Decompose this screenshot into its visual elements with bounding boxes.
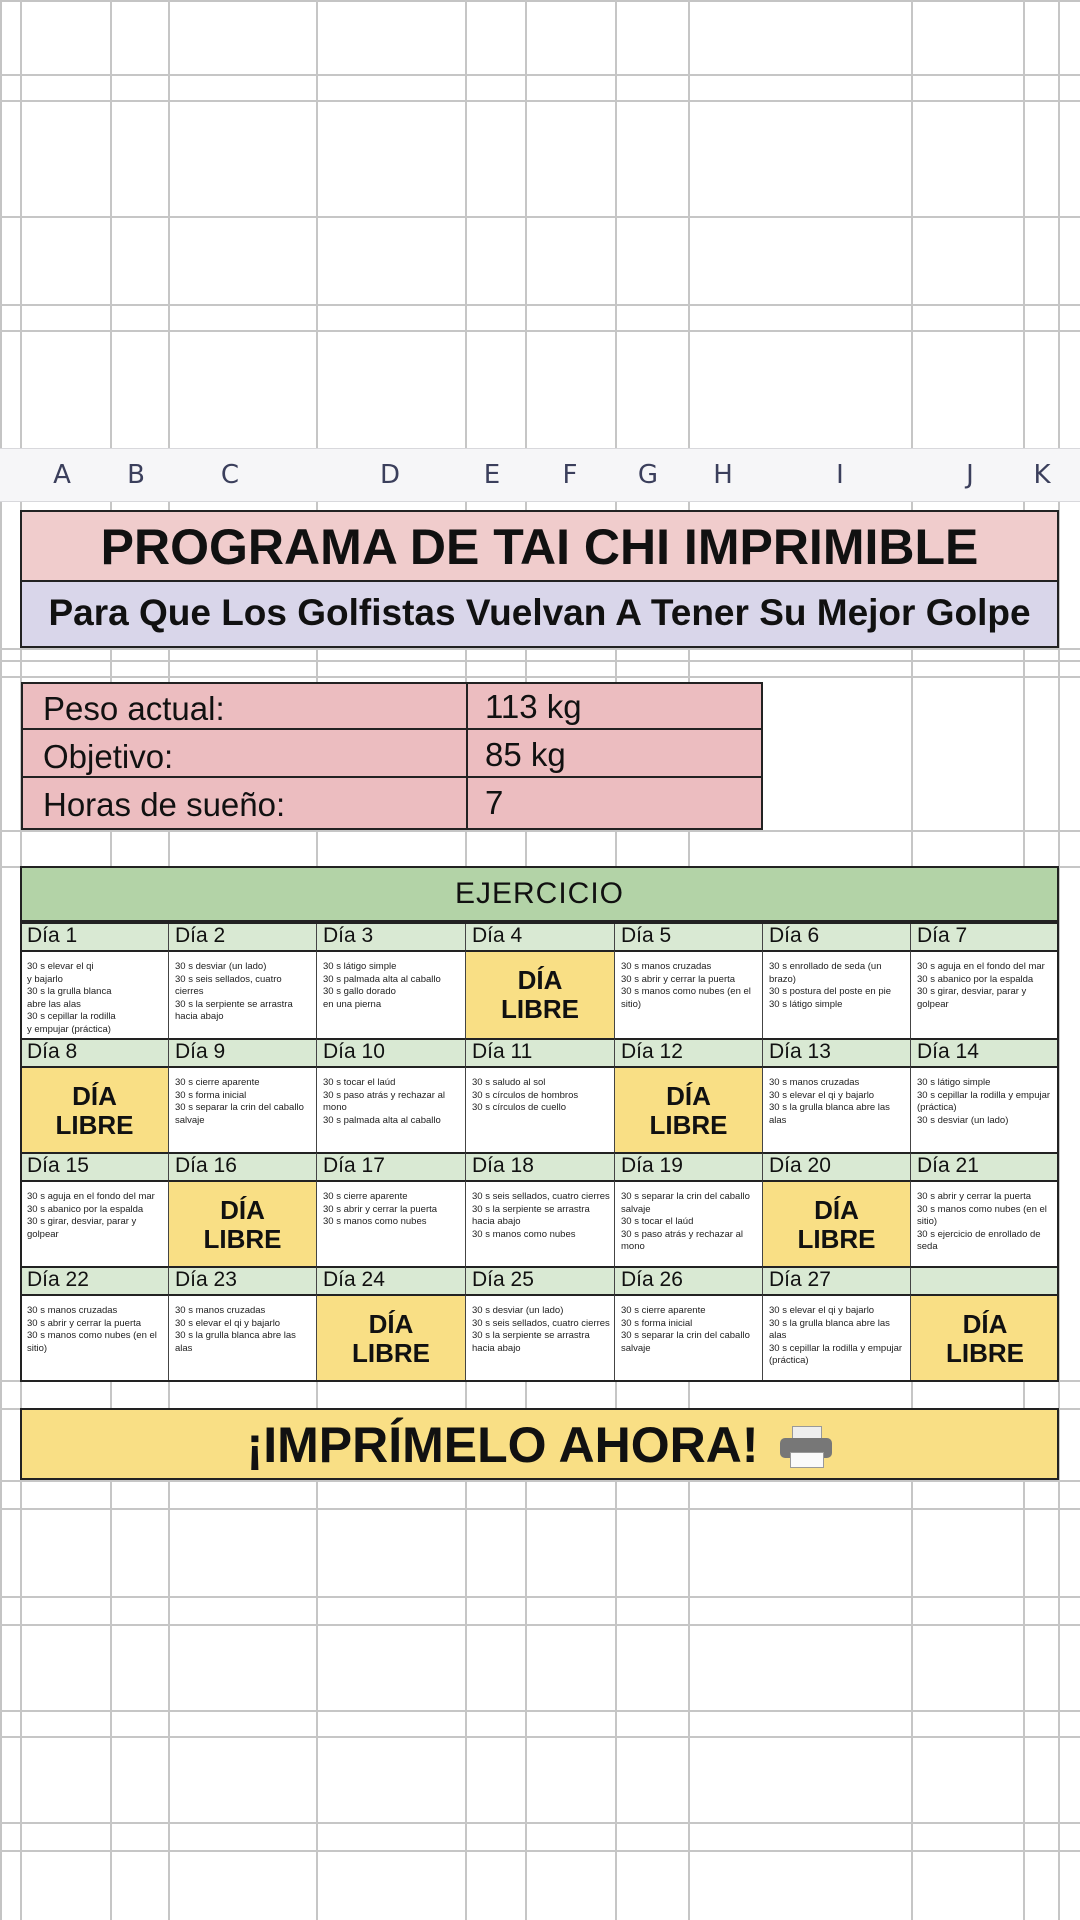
exercise-cell[interactable]: [20, 950, 168, 1038]
column-header-h[interactable]: H: [713, 460, 733, 490]
exercise-line: 30 s girar, desviar, parar y golpear: [27, 1216, 137, 1240]
stats-table: [21, 682, 763, 830]
exercise-line: 30 s palmada alta al caballo: [323, 973, 441, 985]
exercise-cell[interactable]: [465, 1294, 614, 1382]
column-header-e[interactable]: E: [483, 460, 501, 490]
exercise-cell[interactable]: [762, 1294, 910, 1382]
exercise-line: 30 s abanico por la espalda: [917, 973, 1034, 985]
exercise-line: 30 s manos como nubes: [472, 1228, 576, 1240]
exercise-line: 30 s látigo simple: [769, 998, 843, 1010]
exercise-line: 30 s saludo al sol: [472, 1077, 546, 1088]
exercise-line: 30 s cierre aparente: [621, 1305, 706, 1316]
column-header-d[interactable]: D: [379, 460, 401, 490]
rest-day-label: DÍA LIBRE: [946, 1309, 1024, 1368]
stat-row: [23, 684, 761, 730]
grid-hline: [0, 830, 1080, 832]
day-header: Día 15: [20, 1152, 168, 1180]
exercise-cell[interactable]: [168, 1294, 316, 1382]
grid-hline: [0, 74, 1080, 76]
exercise-line: 30 s aguja en el fondo del mar: [27, 1191, 155, 1202]
grid-hline: [0, 1480, 1080, 1482]
exercise-line: 30 s cepillar la rodilla: [27, 1011, 116, 1022]
exercise-line: 30 s abanico por la espalda: [27, 1203, 144, 1215]
grid-hline: [0, 1710, 1080, 1712]
day-header: Día 16: [168, 1152, 316, 1180]
exercise-line: 30 s girar, desviar, parar y golpear: [917, 986, 1027, 1010]
rest-day-cell[interactable]: [20, 1066, 168, 1154]
exercise-line: 30 s seis sellados, cuatro cierres: [175, 973, 282, 997]
exercise-line: 30 s desviar (un lado): [917, 1114, 1009, 1126]
exercise-cell[interactable]: [910, 950, 1059, 1038]
exercise-cell[interactable]: [168, 950, 316, 1038]
day-header: Día 2: [168, 922, 316, 950]
exercise-line: 30 s elevar el qi: [27, 961, 94, 972]
day-header: Día 27: [762, 1266, 910, 1294]
exercise-line: 30 s la grulla blanca abre las alas: [769, 1317, 890, 1341]
print-now-button[interactable]: [20, 1408, 1059, 1480]
day-header: Día 8: [20, 1038, 168, 1066]
rest-day-label: DÍA LIBRE: [55, 1081, 134, 1140]
stat-row: [23, 732, 761, 778]
day-header: Día 1: [20, 922, 168, 950]
printer-icon: [780, 1426, 832, 1466]
exercise-cell[interactable]: [20, 1180, 168, 1268]
exercise-line: 30 s la serpiente se arrastra hacia abajo: [472, 1330, 590, 1354]
grid-hline: [0, 330, 1080, 332]
stat-label: Objetivo:: [43, 738, 174, 775]
exercise-line: 30 s ejercicio de enrollado de seda: [917, 1228, 1041, 1252]
column-header-g[interactable]: G: [637, 460, 659, 490]
exercise-line: 30 s manos cruzadas: [769, 1077, 860, 1088]
exercise-cell[interactable]: [465, 1180, 614, 1268]
exercise-line: 30 s tocar el laúd: [323, 1077, 396, 1088]
exercise-line: 30 s desviar (un lado): [175, 961, 267, 972]
rest-day-cell[interactable]: [465, 950, 614, 1038]
page-subtitle: Para Que Los Golfistas Vuelvan A Tener Su Mejor Golpe: [20, 582, 1059, 648]
rest-day-cell[interactable]: [614, 1066, 762, 1154]
exercise-line: 30 s cepillar la rodilla y empujar (práctica): [917, 1089, 1051, 1113]
exercise-line: 30 s paso atrás y rechazar al mono: [323, 1089, 445, 1113]
day-header: Día 13: [762, 1038, 910, 1066]
exercise-cell[interactable]: [614, 1180, 762, 1268]
exercise-line: 30 s la grulla blanca: [27, 986, 112, 997]
exercise-cell[interactable]: [316, 1066, 465, 1154]
exercise-line: 30 s elevar el qi y bajarlo: [769, 1305, 875, 1316]
day-header: Día 19: [614, 1152, 762, 1180]
rest-day-cell[interactable]: [762, 1180, 910, 1268]
day-header: Día 24: [316, 1266, 465, 1294]
day-header: Día 21: [910, 1152, 1059, 1180]
exercise-line: 30 s abrir y cerrar la puerta: [323, 1203, 438, 1215]
exercise-line: 30 s elevar el qi y bajarlo: [769, 1089, 875, 1101]
exercise-line: 30 s postura del poste en pie: [769, 986, 892, 997]
column-header-f[interactable]: F: [562, 460, 578, 490]
rest-day-label: DÍA LIBRE: [649, 1081, 728, 1140]
exercise-line: 30 s manos como nubes (en el sitio): [27, 1330, 157, 1354]
exercise-cell[interactable]: [316, 1180, 465, 1268]
grid-hline: [0, 648, 1080, 650]
exercise-line: 30 s abrir y cerrar la puerta: [917, 1191, 1032, 1202]
exercise-line: 30 s separar la crin del caballo salvaje: [175, 1102, 304, 1126]
day-header: Día 26: [614, 1266, 762, 1294]
exercise-line: 30 s seis sellados, cuatro cierres: [472, 1191, 610, 1202]
exercise-line: y empujar (práctica): [27, 1023, 111, 1035]
exercise-line: 30 s círculos de cuello: [472, 1102, 566, 1113]
exercise-line: 30 s gallo dorado: [323, 986, 396, 997]
exercise-line: 30 s manos cruzadas: [27, 1305, 118, 1316]
exercise-line: 30 s la grulla blanca abre las alas: [175, 1330, 296, 1354]
exercise-line: 30 s manos como nubes (en el sitio): [917, 1203, 1047, 1227]
exercise-line: 30 s desviar (un lado): [472, 1305, 564, 1316]
page-title: PROGRAMA DE TAI CHI IMPRIMIBLE: [20, 510, 1059, 582]
day-header: [910, 1266, 1059, 1294]
rest-day-cell[interactable]: [910, 1294, 1059, 1382]
grid-hline: [0, 676, 1080, 678]
stat-row: [23, 780, 761, 826]
day-header: Día 7: [910, 922, 1059, 950]
exercise-cell[interactable]: [20, 1294, 168, 1382]
day-header: Día 12: [614, 1038, 762, 1066]
rest-day-label: DÍA LIBRE: [352, 1309, 430, 1368]
grid-hline: [0, 660, 1080, 662]
day-header: Día 4: [465, 922, 614, 950]
day-header: Día 9: [168, 1038, 316, 1066]
exercise-line: 30 s la serpiente se arrastra hacia abajo: [472, 1203, 590, 1227]
exercise-cell[interactable]: [762, 950, 910, 1038]
day-header: Día 17: [316, 1152, 465, 1180]
grid-hline: [0, 1624, 1080, 1626]
column-header-bar: [0, 448, 1080, 502]
grid-hline: [0, 1736, 1080, 1738]
stat-label: Horas de sueño:: [43, 786, 286, 823]
exercise-line: 30 s manos como nubes (en el sitio): [621, 986, 751, 1010]
column-header-a[interactable]: A: [53, 460, 71, 490]
exercise-line: 30 s círculos de hombros: [472, 1089, 579, 1101]
day-header: Día 5: [614, 922, 762, 950]
exercise-cell[interactable]: [762, 1066, 910, 1154]
day-header: Día 3: [316, 922, 465, 950]
stat-value[interactable]: 7: [485, 784, 504, 821]
exercise-line: 30 s separar la crin del caballo salvaje: [621, 1191, 750, 1215]
exercise-line: y bajarlo: [27, 973, 63, 985]
exercise-cell[interactable]: [168, 1066, 316, 1154]
grid-hline: [0, 100, 1080, 102]
exercise-cell[interactable]: [910, 1180, 1059, 1268]
grid-hline: [0, 216, 1080, 218]
exercise-line: 30 s manos cruzadas: [621, 961, 712, 972]
exercise-line: 30 s palmada alta al caballo: [323, 1114, 441, 1126]
exercise-line: 30 s enrollado de seda (un brazo): [769, 961, 882, 985]
exercise-line: 30 s tocar el laúd: [621, 1216, 694, 1227]
exercise-line: 30 s la serpiente se arrastra hacia abajo: [175, 998, 293, 1022]
exercise-line: 30 s látigo simple: [917, 1077, 991, 1088]
print-cta-label: ¡IMPRÍMELO AHORA!: [246, 1417, 759, 1473]
exercise-line: 30 s forma inicial: [175, 1089, 247, 1101]
exercise-line: 30 s cierre aparente: [323, 1191, 408, 1202]
exercise-line: 30 s seis sellados, cuatro cierres: [472, 1317, 610, 1329]
rest-day-cell[interactable]: [316, 1294, 465, 1382]
grid-hline: [0, 304, 1080, 306]
exercise-line: 30 s elevar el qi y bajarlo: [175, 1317, 281, 1329]
exercise-cell[interactable]: [316, 950, 465, 1038]
column-header-c[interactable]: C: [220, 460, 240, 490]
exercise-line: 30 s separar la crin del caballo salvaje: [621, 1330, 750, 1354]
day-header: Día 20: [762, 1152, 910, 1180]
rest-day-label: DÍA LIBRE: [203, 1195, 282, 1254]
stat-label: Peso actual:: [43, 690, 225, 727]
grid-hline: [0, 1596, 1080, 1598]
exercise-line: 30 s manos cruzadas: [175, 1305, 266, 1316]
stat-value[interactable]: 85 kg: [485, 736, 566, 773]
exercise-cell[interactable]: [614, 1294, 762, 1382]
rest-day-label: DÍA LIBRE: [501, 965, 579, 1024]
grid-hline: [0, 1508, 1080, 1510]
exercise-line: 30 s abrir y cerrar la puerta: [621, 973, 736, 985]
exercise-line: 30 s la grulla blanca abre las alas: [769, 1102, 890, 1126]
day-header: Día 23: [168, 1266, 316, 1294]
exercise-line: 30 s abrir y cerrar la puerta: [27, 1317, 142, 1329]
day-header: Día 10: [316, 1038, 465, 1066]
day-header: Día 18: [465, 1152, 614, 1180]
column-header-i[interactable]: I: [836, 460, 844, 490]
exercise-cell[interactable]: [614, 950, 762, 1038]
exercise-line: 30 s cepillar la rodilla y empujar (práctica): [769, 1342, 903, 1366]
exercise-line: 30 s forma inicial: [621, 1317, 693, 1329]
column-header-j[interactable]: J: [966, 460, 974, 490]
day-header: Día 25: [465, 1266, 614, 1294]
stat-value[interactable]: 113 kg: [485, 688, 582, 725]
exercise-line: en una pierna: [323, 998, 382, 1010]
exercise-line: 30 s paso atrás y rechazar al mono: [621, 1228, 743, 1252]
section-title-ejercicio: EJERCICIO: [20, 866, 1059, 922]
grid-hline: [0, 1822, 1080, 1824]
exercise-line: 30 s manos como nubes: [323, 1216, 427, 1227]
column-header-b[interactable]: B: [127, 460, 145, 490]
column-header-k[interactable]: K: [1033, 460, 1051, 490]
rest-day-label: DÍA LIBRE: [797, 1195, 876, 1254]
day-header: Día 11: [465, 1038, 614, 1066]
exercise-cell[interactable]: [910, 1066, 1059, 1154]
rest-day-cell[interactable]: [168, 1180, 316, 1268]
exercise-line: 30 s aguja en el fondo del mar: [917, 961, 1045, 972]
day-header: Día 6: [762, 922, 910, 950]
exercise-cell[interactable]: [465, 1066, 614, 1154]
day-header: Día 14: [910, 1038, 1059, 1066]
grid-hline: [0, 1850, 1080, 1852]
day-header: Día 22: [20, 1266, 168, 1294]
exercise-line: abre las alas: [27, 998, 81, 1010]
exercise-line: 30 s cierre aparente: [175, 1077, 260, 1088]
exercise-line: 30 s látigo simple: [323, 961, 397, 972]
